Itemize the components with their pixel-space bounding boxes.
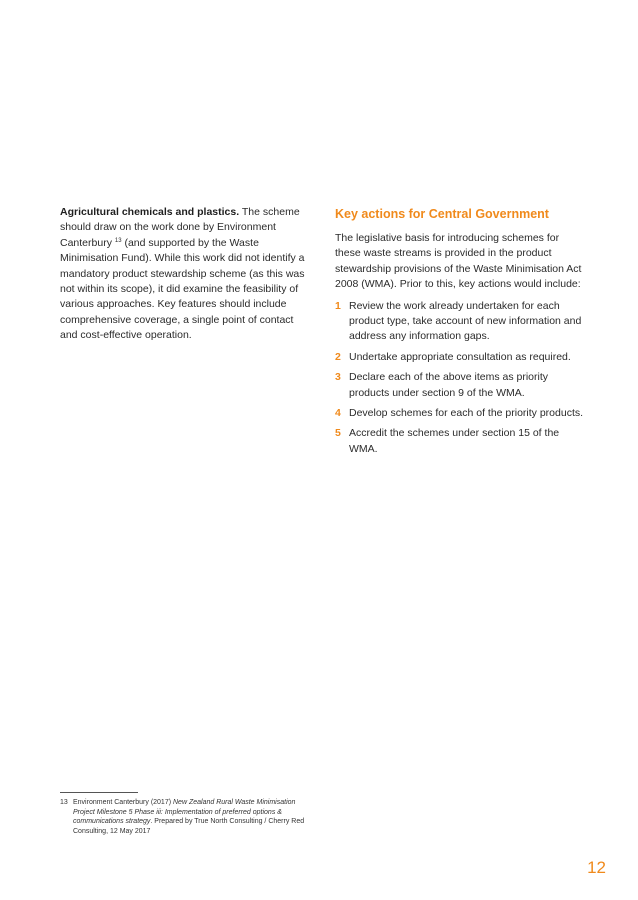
list-number: 4: [335, 407, 341, 420]
footnote-author: Environment Canterbury (2017): [73, 799, 173, 806]
left-column: [60, 205, 310, 344]
list-number: 2: [335, 350, 341, 363]
list-number: 3: [335, 371, 341, 384]
list-item: [335, 350, 585, 365]
right-column: [335, 205, 585, 462]
list-item: [335, 426, 585, 457]
footnote-body: [60, 798, 310, 836]
agri-paragraph: [60, 205, 310, 344]
section-heading: Key actions for Central Government: [335, 207, 549, 221]
list-item: [335, 370, 585, 401]
footnote: [60, 798, 310, 836]
list-number: 5: [335, 427, 341, 440]
list-text: Review the work already undertaken for each product type, take account of new information and address any information gaps.: [349, 299, 582, 343]
list-number: 1: [335, 299, 341, 312]
list-text: Develop schemes for each of the priority products.: [349, 407, 584, 420]
agri-text-1: The scheme should draw on the work done by Environment Canterbury: [60, 206, 300, 249]
list-text: Declare each of the above items as priority products under section 9 of the WMA.: [349, 371, 549, 399]
list-item: [335, 299, 585, 345]
page-number: 12: [587, 858, 606, 877]
list-item: [335, 406, 585, 421]
list-text: Accredit the schemes under section 15 of the WMA.: [349, 427, 560, 455]
agri-lead: Agricultural chemicals and plastics.: [60, 206, 240, 218]
footnote-divider: [60, 792, 138, 793]
footnote-ref[interactable]: 13: [114, 237, 122, 244]
footnote-rest: . Prepared by True North Consulting / Cherry Red Consulting, 12 May 2017: [73, 818, 305, 835]
footnote-title: New Zealand Rural Waste Minimisation Project Milestone 5 Phase iii: Implementation of preferred options & communications strategy: [73, 799, 296, 826]
intro-paragraph: The legislative basis for introducing schemes for these waste streams is provided in the product stewardship provisions of the Waste Minimisation Act 2008 (WMA). Prior to this, key actions would include:: [335, 232, 582, 291]
list-text: Undertake appropriate consultation as required.: [349, 350, 571, 363]
agri-text-2: (and supported by the Waste Minimisation Fund). While this work did not identify a mandatory product stewardship scheme (as this was not within its scope), it did examine the feasibility of various approaches. Key features should include comprehensive coverage, a single point of contact and cost-effective operation.: [60, 236, 305, 342]
actions-list: [335, 299, 585, 458]
footnote-number: 13: [60, 799, 68, 806]
